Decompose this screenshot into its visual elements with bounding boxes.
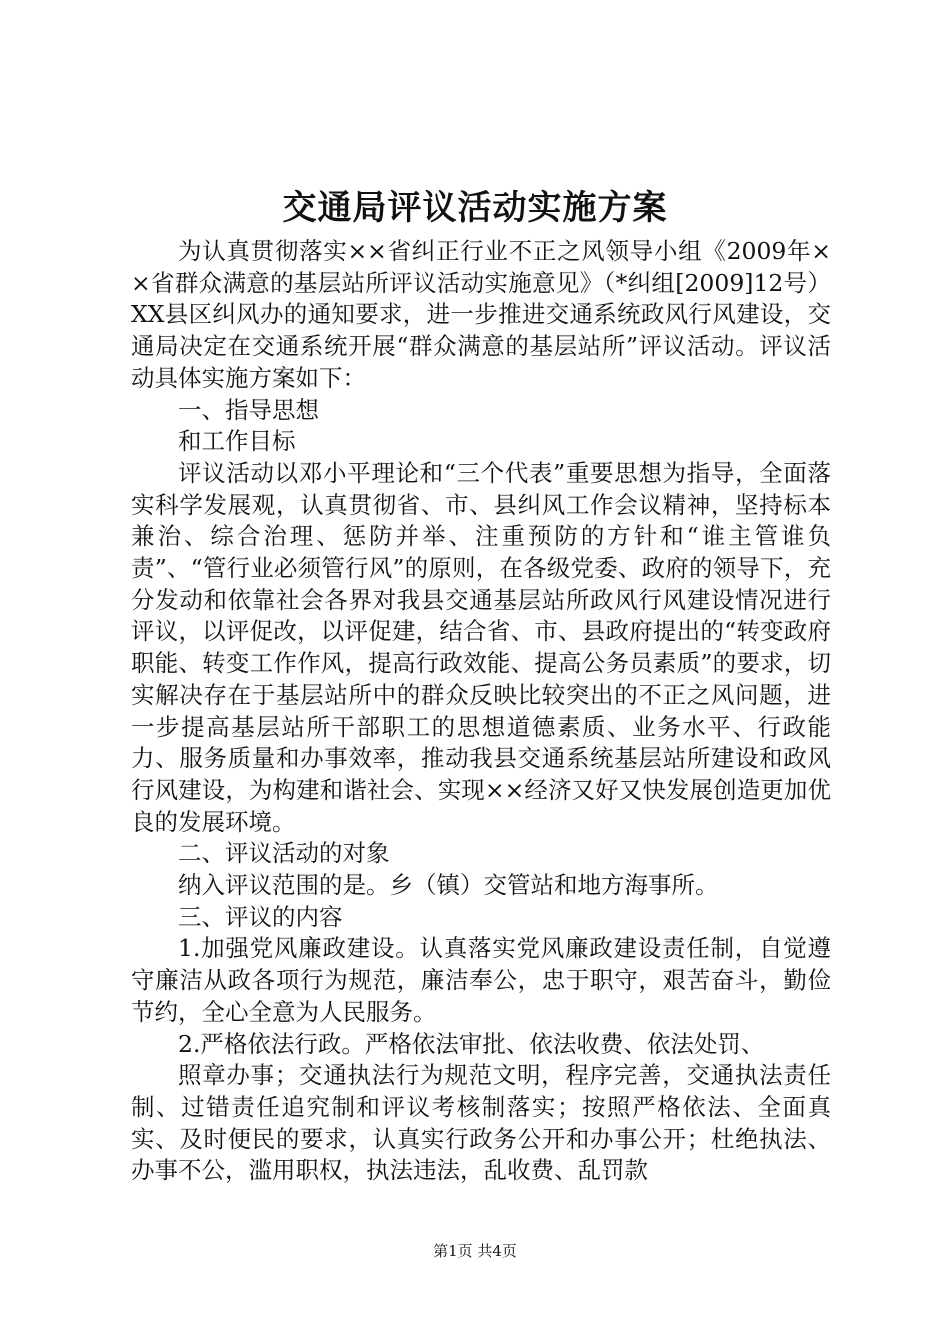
paragraph-item-1: 1.加强党风廉政建设。认真落实党风廉政建设责任制，自觉遵守廉洁从政各项行为规范，廉洁奉公，忠于职守，艰苦奋斗，勤俭节约，全心全意为人民服务。 (131, 934, 831, 1026)
paragraph-item-2-continued: 照章办事；交通执法行为规范文明，程序完善，交通执法责任制、过错责任追究制和评议考核制落实；按照严格依法、全面真实、及时便民的要求，认真实行政务公开和办事公开；杜绝执法、办事不公，滥用职权，执法违法，乱收费、乱罚款 (131, 1061, 831, 1185)
heading-guiding-thought: 一、指导思想 (178, 395, 319, 424)
heading-evaluation-targets: 二、评议活动的对象 (178, 839, 390, 868)
heading-evaluation-content: 三、评议的内容 (178, 902, 343, 931)
document-body (131, 236, 831, 1187)
paragraph-guiding-content: 评议活动以邓小平理论和“三个代表”重要思想为指导，全面落实科学发展观，认真贯彻省、市、县纠风工作会议精神，坚持标本兼治、综合治理、惩防并举、注重预防的方针和“谁主管谁负责”、“管行业必须管行风”的原则，在各级党委、政府的领导下，充分发动和依靠社会各界对我县交通基层站所政风行风建设情况进行评议，以评促改，以评促建，结合省、市、县政府提出的“转变政府职能、转变工作作风，提高行政效能、提高公务员素质”的要求，切实解决存在于基层站所中的群众反映比较突出的不正之风问题，进一步提高基层站所干部职工的思想道德素质、业务水平、行政能力、服务质量和办事效率，推动我县交通系统基层站所建设和政风行风建设，为构建和谐社会、实现××经济又好又快发展创造更加优良的发展环境。 (131, 458, 831, 836)
document-title: 交通局评议活动实施方案 (282, 188, 668, 228)
paragraph-evaluation-scope: 纳入评议范围的是。乡（镇）交管站和地方海事所。 (178, 871, 719, 900)
paragraph-intro: 为认真贯彻落实××省纠正行业不正之风领导小组《2009年××省群众满意的基层站所评议活动实施意见》（*纠组[2009]12号）XX县区纠风办的通知要求，进一步推进交通系统政风行风建设，交通局决定在交通系统开展“群众满意的基层站所”评议活动。评议活动具体实施方案如下： (131, 237, 831, 392)
page-footer: 第1页 共4页 (433, 1242, 517, 1260)
heading-work-goal: 和工作目标 (178, 427, 296, 456)
paragraph-item-2: 2.严格依法行政。严格依法审批、依法收费、依法处罚、 (178, 1029, 765, 1058)
